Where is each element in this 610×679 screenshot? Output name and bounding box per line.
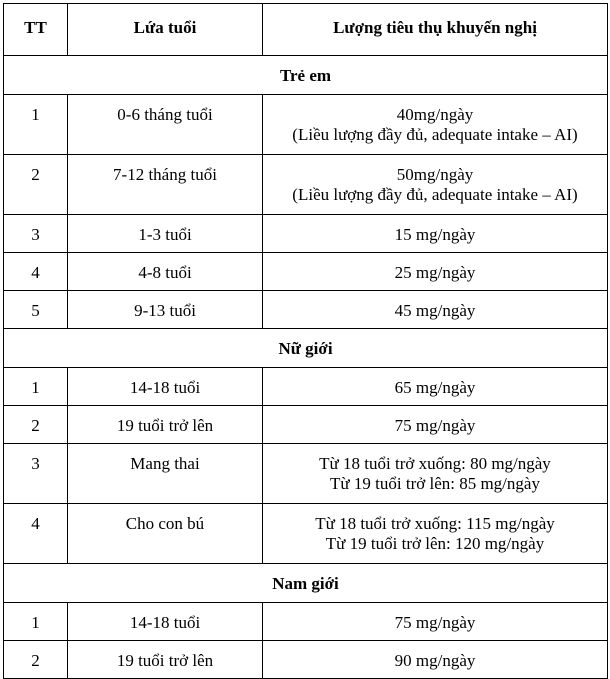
intake-line: Từ 19 tuổi trở lên: 85 mg/ngày: [330, 474, 540, 493]
cell-age: 4-8 tuổi: [68, 253, 263, 291]
intake-line: 50mg/ngày: [396, 165, 474, 184]
cell-tt: 2: [4, 641, 68, 679]
header-intake: Lượng tiêu thụ khuyến nghị: [263, 4, 608, 56]
cell-age: 14-18 tuổi: [68, 368, 263, 406]
section-row: [4, 329, 608, 368]
cell-tt: 5: [4, 291, 68, 329]
cell-intake: [263, 215, 608, 253]
table-row: [4, 603, 608, 641]
table-row: [4, 291, 608, 329]
cell-age: Cho con bú: [68, 504, 263, 564]
cell-age: 1-3 tuổi: [68, 215, 263, 253]
table-row: [4, 406, 608, 444]
header-tt: TT: [4, 4, 68, 56]
cell-tt: 4: [4, 253, 68, 291]
cell-tt: 4: [4, 504, 68, 564]
table-row: [4, 504, 608, 564]
section-title: Nam giới: [4, 564, 608, 603]
intake-line: Từ 18 tuổi trở xuống: 115 mg/ngày: [315, 514, 555, 533]
intake-line: 25 mg/ngày: [394, 263, 476, 282]
cell-age: 7-12 tháng tuổi: [68, 155, 263, 215]
cell-tt: 3: [4, 215, 68, 253]
cell-intake: [263, 155, 608, 215]
cell-intake: [263, 253, 608, 291]
table-body: [4, 56, 608, 679]
intake-line: 90 mg/ngày: [394, 651, 476, 670]
cell-tt: 2: [4, 406, 68, 444]
intake-line: Từ 18 tuổi trở xuống: 80 mg/ngày: [319, 454, 551, 473]
intake-line: 75 mg/ngày: [394, 613, 476, 632]
table-row: [4, 215, 608, 253]
intake-line: (Liều lượng đầy đủ, adequate intake – AI): [292, 185, 578, 204]
section-row: [4, 56, 608, 95]
cell-intake: [263, 406, 608, 444]
cell-intake: [263, 504, 608, 564]
header-age: Lứa tuổi: [68, 4, 263, 56]
cell-intake: [263, 291, 608, 329]
cell-tt: 3: [4, 444, 68, 504]
header-row: [4, 4, 608, 56]
table-row: [4, 368, 608, 406]
intake-line: 65 mg/ngày: [394, 378, 476, 397]
table-row: [4, 95, 608, 155]
table-row: [4, 444, 608, 504]
cell-tt: 1: [4, 368, 68, 406]
intake-line: Từ 19 tuổi trở lên: 120 mg/ngày: [325, 534, 545, 553]
vitamin-c-intake-table: [3, 3, 608, 679]
cell-tt: 2: [4, 155, 68, 215]
cell-intake: [263, 368, 608, 406]
cell-age: 19 tuổi trở lên: [68, 641, 263, 679]
cell-tt: 1: [4, 95, 68, 155]
cell-intake: [263, 95, 608, 155]
section-row: [4, 564, 608, 603]
table-row: [4, 641, 608, 679]
intake-line: 75 mg/ngày: [394, 416, 476, 435]
intake-line: 40mg/ngày: [396, 105, 474, 124]
intake-line: 15 mg/ngày: [394, 225, 476, 244]
intake-line: 45 mg/ngày: [394, 301, 476, 320]
cell-intake: [263, 641, 608, 679]
table-row: [4, 155, 608, 215]
table-row: [4, 253, 608, 291]
cell-intake: [263, 444, 608, 504]
cell-age: 14-18 tuổi: [68, 603, 263, 641]
cell-age: 0-6 tháng tuổi: [68, 95, 263, 155]
cell-age: 19 tuổi trở lên: [68, 406, 263, 444]
cell-age: Mang thai: [68, 444, 263, 504]
cell-age: 9-13 tuổi: [68, 291, 263, 329]
section-title: Nữ giới: [4, 329, 608, 368]
intake-line: (Liều lượng đầy đủ, adequate intake – AI): [292, 125, 578, 144]
cell-intake: [263, 603, 608, 641]
cell-tt: 1: [4, 603, 68, 641]
section-title: Trẻ em: [4, 56, 608, 95]
